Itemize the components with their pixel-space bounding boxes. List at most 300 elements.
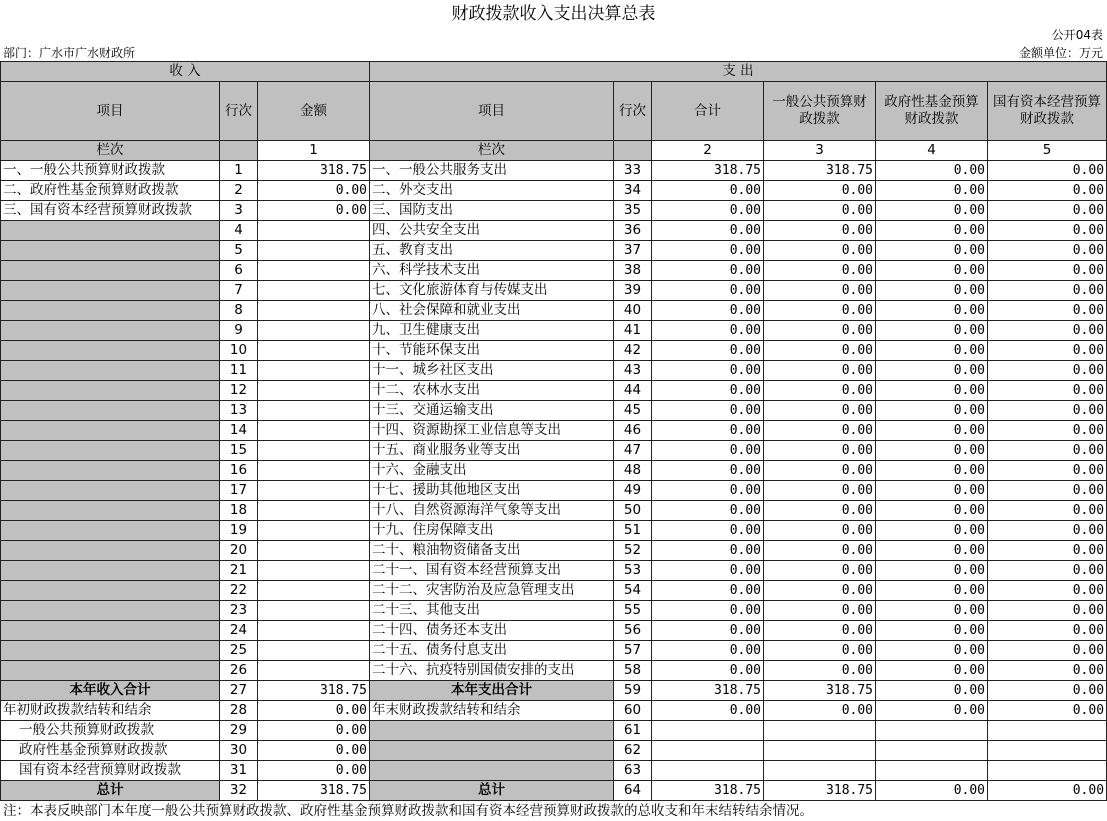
expense-rowno: 42 [614,341,652,361]
income-rowno: 13 [220,401,258,421]
state-capital-amount: 0.00 [988,161,1107,181]
gov-fund-amount: 0.00 [876,341,988,361]
state-capital-amount: 0.00 [988,781,1107,801]
general-budget-amount: 0.00 [764,221,876,241]
income-item [1,521,220,541]
income-item [1,461,220,481]
income-rowno: 15 [220,441,258,461]
gov-fund-amount: 0.00 [876,161,988,181]
income-item [1,561,220,581]
income-item [1,221,220,241]
table-row [1,561,1107,581]
expense-rowno: 41 [614,321,652,341]
general-budget-amount: 0.00 [764,661,876,681]
state-capital-amount: 0.00 [988,221,1107,241]
expense-total: 0.00 [652,441,764,461]
expense-item: 二、外交支出 [370,181,614,201]
column-seq-row [1,141,1107,161]
expense-item: 十八、自然资源海洋气象等支出 [370,501,614,521]
expense-item: 二十六、抗疫特别国债安排的支出 [370,661,614,681]
gov-fund-amount [876,741,988,761]
expense-total: 0.00 [652,361,764,381]
gov-fund-amount [876,761,988,781]
general-budget-amount: 0.00 [764,321,876,341]
seq-col-4: 4 [876,141,988,161]
expense-rowno: 45 [614,401,652,421]
state-capital-amount: 0.00 [988,441,1107,461]
income-item [1,481,220,501]
general-budget-amount: 0.00 [764,281,876,301]
state-capital-amount: 0.00 [988,621,1107,641]
state-capital-amount: 0.00 [988,401,1107,421]
income-rowno: 11 [220,361,258,381]
gov-fund-amount: 0.00 [876,641,988,661]
table-row [1,741,1107,761]
income-item [1,581,220,601]
table-row [1,221,1107,241]
general-budget-amount: 0.00 [764,421,876,441]
income-rowno: 2 [220,181,258,201]
general-budget-amount: 0.00 [764,201,876,221]
expense-rowno: 52 [614,541,652,561]
gov-fund-amount: 0.00 [876,581,988,601]
income-amount [258,321,370,341]
expense-item: 年末财政拨款结转和结余 [370,701,614,721]
state-capital-amount: 0.00 [988,521,1107,541]
income-rowno: 3 [220,201,258,221]
state-capital-amount: 0.00 [988,681,1107,701]
seq-label: 栏次 [1,141,220,161]
income-rowno: 18 [220,501,258,521]
income-amount: 0.00 [258,181,370,201]
state-capital-header: 国有资本经营预算财政拨款 [988,82,1107,141]
income-amount [258,361,370,381]
expense-rowno: 48 [614,461,652,481]
income-amount [258,461,370,481]
state-capital-amount: 0.00 [988,241,1107,261]
final-accounts-table [0,61,1107,801]
income-item [1,441,220,461]
expense-total: 0.00 [652,421,764,441]
income-item [1,501,220,521]
expense-rowno: 50 [614,501,652,521]
general-budget-amount [764,741,876,761]
income-rowno: 10 [220,341,258,361]
expense-rowno: 54 [614,581,652,601]
income-item [1,541,220,561]
gov-fund-amount: 0.00 [876,181,988,201]
income-rowno: 24 [220,621,258,641]
table-row [1,761,1107,781]
income-amount [258,261,370,281]
income-amount: 0.00 [258,761,370,781]
expense-total: 0.00 [652,601,764,621]
table-body [1,62,1107,801]
general-budget-amount: 0.00 [764,441,876,461]
income-amount [258,221,370,241]
expense-total: 0.00 [652,641,764,661]
income-amount [258,401,370,421]
expense-rowno: 49 [614,481,652,501]
expense-total: 0.00 [652,281,764,301]
income-amount: 318.75 [258,161,370,181]
state-capital-amount: 0.00 [988,501,1107,521]
expense-total: 318.75 [652,781,764,801]
expense-total: 0.00 [652,261,764,281]
income-header: 收 入 [1,62,370,82]
income-item [1,621,220,641]
state-capital-amount: 0.00 [988,201,1107,221]
general-budget-amount: 0.00 [764,181,876,201]
state-capital-amount: 0.00 [988,641,1107,661]
general-budget-amount: 0.00 [764,401,876,421]
income-rowno: 12 [220,381,258,401]
expense-item: 二十一、国有资本经营预算支出 [370,561,614,581]
table-row [1,581,1107,601]
expense-total: 0.00 [652,381,764,401]
table-row [1,161,1107,181]
state-capital-amount [988,741,1107,761]
general-budget-amount: 0.00 [764,301,876,321]
gov-fund-amount: 0.00 [876,201,988,221]
income-rowno: 4 [220,221,258,241]
income-amount [258,561,370,581]
income-rowno: 16 [220,461,258,481]
expense-rowno: 62 [614,741,652,761]
general-budget-amount: 318.75 [764,161,876,181]
expense-item: 二十、粮油物资储备支出 [370,541,614,561]
income-rowno: 14 [220,421,258,441]
general-budget-amount: 0.00 [764,241,876,261]
gov-fund-amount: 0.00 [876,261,988,281]
income-amount: 318.75 [258,781,370,801]
expense-item: 十、节能环保支出 [370,341,614,361]
gov-fund-header: 政府性基金预算财政拨款 [876,82,988,141]
income-amount [258,521,370,541]
income-item [1,381,220,401]
expense-rowno: 55 [614,601,652,621]
income-amount [258,661,370,681]
general-budget-amount: 0.00 [764,601,876,621]
table-row [1,341,1107,361]
gov-fund-amount [876,721,988,741]
expense-total: 0.00 [652,501,764,521]
income-item: 总计 [1,781,220,801]
general-budget-amount: 0.00 [764,701,876,721]
seq-col-2: 2 [652,141,764,161]
seq-blank-expense [614,141,652,161]
page-title: 财政拨款收入支出决算总表 [451,4,656,24]
income-rowno: 9 [220,321,258,341]
expense-total: 0.00 [652,561,764,581]
expense-rowno: 43 [614,361,652,381]
general-budget-amount [764,721,876,741]
gov-fund-amount: 0.00 [876,561,988,581]
income-item [1,641,220,661]
gov-fund-amount: 0.00 [876,661,988,681]
income-amount [258,601,370,621]
general-budget-amount: 318.75 [764,681,876,701]
expense-total: 318.75 [652,681,764,701]
expense-item: 六、科学技术支出 [370,261,614,281]
table-row [1,701,1107,721]
income-rowno: 29 [220,721,258,741]
income-amount [258,281,370,301]
general-budget-amount: 0.00 [764,261,876,281]
general-budget-amount: 0.00 [764,461,876,481]
expense-item: 十七、援助其他地区支出 [370,481,614,501]
expense-total: 0.00 [652,621,764,641]
expense-item: 八、社会保障和就业支出 [370,301,614,321]
income-amount: 318.75 [258,681,370,701]
state-capital-amount: 0.00 [988,361,1107,381]
expense-total: 0.00 [652,181,764,201]
gov-fund-amount: 0.00 [876,361,988,381]
gov-fund-amount: 0.00 [876,481,988,501]
table-row [1,521,1107,541]
general-budget-amount: 0.00 [764,641,876,661]
expense-item: 一、一般公共服务支出 [370,161,614,181]
gov-fund-amount: 0.00 [876,461,988,481]
expense-total: 0.00 [652,521,764,541]
general-budget-amount: 318.75 [764,781,876,801]
income-item: 国有资本经营预算财政拨款 [1,761,220,781]
table-row [1,641,1107,661]
general-budget-amount: 0.00 [764,481,876,501]
state-capital-amount: 0.00 [988,181,1107,201]
table-row [1,781,1107,801]
table-row [1,281,1107,301]
income-amount: 0.00 [258,701,370,721]
form-number: 公开04表 [1051,28,1103,42]
income-rowno-header: 行次 [220,82,258,141]
table-row [1,381,1107,401]
expense-total: 0.00 [652,321,764,341]
income-item: 一、一般公共预算财政拨款 [1,161,220,181]
income-rowno: 1 [220,161,258,181]
table-row [1,421,1107,441]
income-rowno: 22 [220,581,258,601]
income-rowno: 5 [220,241,258,261]
income-amount [258,501,370,521]
income-amount: 0.00 [258,721,370,741]
state-capital-amount: 0.00 [988,561,1107,581]
gov-fund-amount: 0.00 [876,441,988,461]
income-item [1,281,220,301]
gov-fund-amount: 0.00 [876,601,988,621]
income-amount [258,441,370,461]
expense-rowno: 39 [614,281,652,301]
income-amount-header: 金额 [258,82,370,141]
expense-total: 0.00 [652,201,764,221]
gov-fund-amount: 0.00 [876,501,988,521]
table-row [1,481,1107,501]
income-rowno: 31 [220,761,258,781]
seq-col-3: 3 [764,141,876,161]
expense-total [652,721,764,741]
seq-label-expense: 栏次 [370,141,614,161]
income-rowno: 20 [220,541,258,561]
table-row [1,241,1107,261]
gov-fund-amount: 0.00 [876,381,988,401]
income-item [1,401,220,421]
income-item [1,241,220,261]
expense-rowno: 35 [614,201,652,221]
gov-fund-amount: 0.00 [876,301,988,321]
gov-fund-amount: 0.00 [876,401,988,421]
table-row [1,501,1107,521]
income-item [1,321,220,341]
income-amount: 0.00 [258,741,370,761]
expense-item: 十三、交通运输支出 [370,401,614,421]
header-row-2 [1,82,1107,141]
state-capital-amount: 0.00 [988,701,1107,721]
income-rowno: 32 [220,781,258,801]
gov-fund-amount: 0.00 [876,681,988,701]
seq-col-1: 1 [258,141,370,161]
table-row [1,321,1107,341]
expense-item: 十五、商业服务业等支出 [370,441,614,461]
general-budget-amount: 0.00 [764,521,876,541]
table-row [1,601,1107,621]
expense-rowno: 34 [614,181,652,201]
expense-rowno: 47 [614,441,652,461]
expense-total: 0.00 [652,401,764,421]
table-row [1,301,1107,321]
state-capital-amount: 0.00 [988,461,1107,481]
expense-total: 0.00 [652,461,764,481]
general-budget-amount: 0.00 [764,361,876,381]
income-amount: 0.00 [258,201,370,221]
gov-fund-amount: 0.00 [876,621,988,641]
gov-fund-amount: 0.00 [876,421,988,441]
table-row [1,441,1107,461]
expense-total: 0.00 [652,481,764,501]
expense-total [652,741,764,761]
income-rowno: 8 [220,301,258,321]
expense-rowno: 56 [614,621,652,641]
header-row-1 [1,62,1107,82]
expense-item [370,721,614,741]
state-capital-amount: 0.00 [988,321,1107,341]
table-row [1,361,1107,381]
income-amount [258,541,370,561]
table-row [1,721,1107,741]
expense-item: 总计 [370,781,614,801]
gov-fund-amount: 0.00 [876,781,988,801]
expense-item: 三、国防支出 [370,201,614,221]
state-capital-amount: 0.00 [988,421,1107,441]
general-budget-header: 一般公共预算财政拨款 [764,82,876,141]
table-row [1,401,1107,421]
income-rowno: 17 [220,481,258,501]
income-item [1,301,220,321]
gov-fund-amount: 0.00 [876,521,988,541]
income-item-header: 项目 [1,82,220,141]
table-row [1,541,1107,561]
expense-item: 二十四、债务还本支出 [370,621,614,641]
expense-rowno: 46 [614,421,652,441]
seq-blank [220,141,258,161]
income-rowno: 6 [220,261,258,281]
income-rowno: 25 [220,641,258,661]
income-rowno: 30 [220,741,258,761]
income-item [1,261,220,281]
income-item: 本年收入合计 [1,681,220,701]
expense-item: 二十五、债务付息支出 [370,641,614,661]
expense-total: 0.00 [652,341,764,361]
income-rowno: 27 [220,681,258,701]
expense-rowno: 57 [614,641,652,661]
state-capital-amount: 0.00 [988,481,1107,501]
table-row [1,181,1107,201]
expense-item: 十一、城乡社区支出 [370,361,614,381]
table-row [1,661,1107,681]
state-capital-amount: 0.00 [988,301,1107,321]
income-amount [258,241,370,261]
expense-rowno: 63 [614,761,652,781]
table-row [1,201,1107,221]
income-item: 二、政府性基金预算财政拨款 [1,181,220,201]
income-amount [258,421,370,441]
expense-item-header: 项目 [370,82,614,141]
income-item [1,421,220,441]
state-capital-amount: 0.00 [988,601,1107,621]
table-row [1,461,1107,481]
expense-item: 二十二、灾害防治及应急管理支出 [370,581,614,601]
expense-item: 十九、住房保障支出 [370,521,614,541]
income-item: 年初财政拨款结转和结余 [1,701,220,721]
expense-item: 七、文化旅游体育与传媒支出 [370,281,614,301]
expense-header: 支 出 [370,62,1107,82]
expense-item: 九、卫生健康支出 [370,321,614,341]
gov-fund-amount: 0.00 [876,241,988,261]
expense-rowno: 44 [614,381,652,401]
state-capital-amount: 0.00 [988,381,1107,401]
expense-item: 本年支出合计 [370,681,614,701]
general-budget-amount: 0.00 [764,381,876,401]
expense-rowno: 58 [614,661,652,681]
income-item: 一般公共预算财政拨款 [1,721,220,741]
expense-rowno: 60 [614,701,652,721]
income-amount [258,341,370,361]
expense-total: 0.00 [652,661,764,681]
expense-total: 0.00 [652,301,764,321]
table-row [1,621,1107,641]
general-budget-amount: 0.00 [764,341,876,361]
gov-fund-amount: 0.00 [876,281,988,301]
general-budget-amount: 0.00 [764,561,876,581]
income-item [1,361,220,381]
general-budget-amount: 0.00 [764,541,876,561]
gov-fund-amount: 0.00 [876,541,988,561]
income-rowno: 19 [220,521,258,541]
state-capital-amount: 0.00 [988,281,1107,301]
income-amount [258,621,370,641]
footnote: 注：本表反映部门本年度一般公共预算财政拨款、政府性基金预算财政拨款和国有资本经营预算财政拨款的总收支和年末结转结余情况。 [3,803,813,819]
expense-total-header: 合计 [652,82,764,141]
general-budget-amount: 0.00 [764,621,876,641]
expense-rowno-header: 行次 [614,82,652,141]
expense-total: 0.00 [652,221,764,241]
income-amount [258,381,370,401]
expense-rowno: 33 [614,161,652,181]
state-capital-amount: 0.00 [988,261,1107,281]
expense-item [370,741,614,761]
state-capital-amount [988,761,1107,781]
expense-item: 十二、农林水支出 [370,381,614,401]
gov-fund-amount: 0.00 [876,701,988,721]
